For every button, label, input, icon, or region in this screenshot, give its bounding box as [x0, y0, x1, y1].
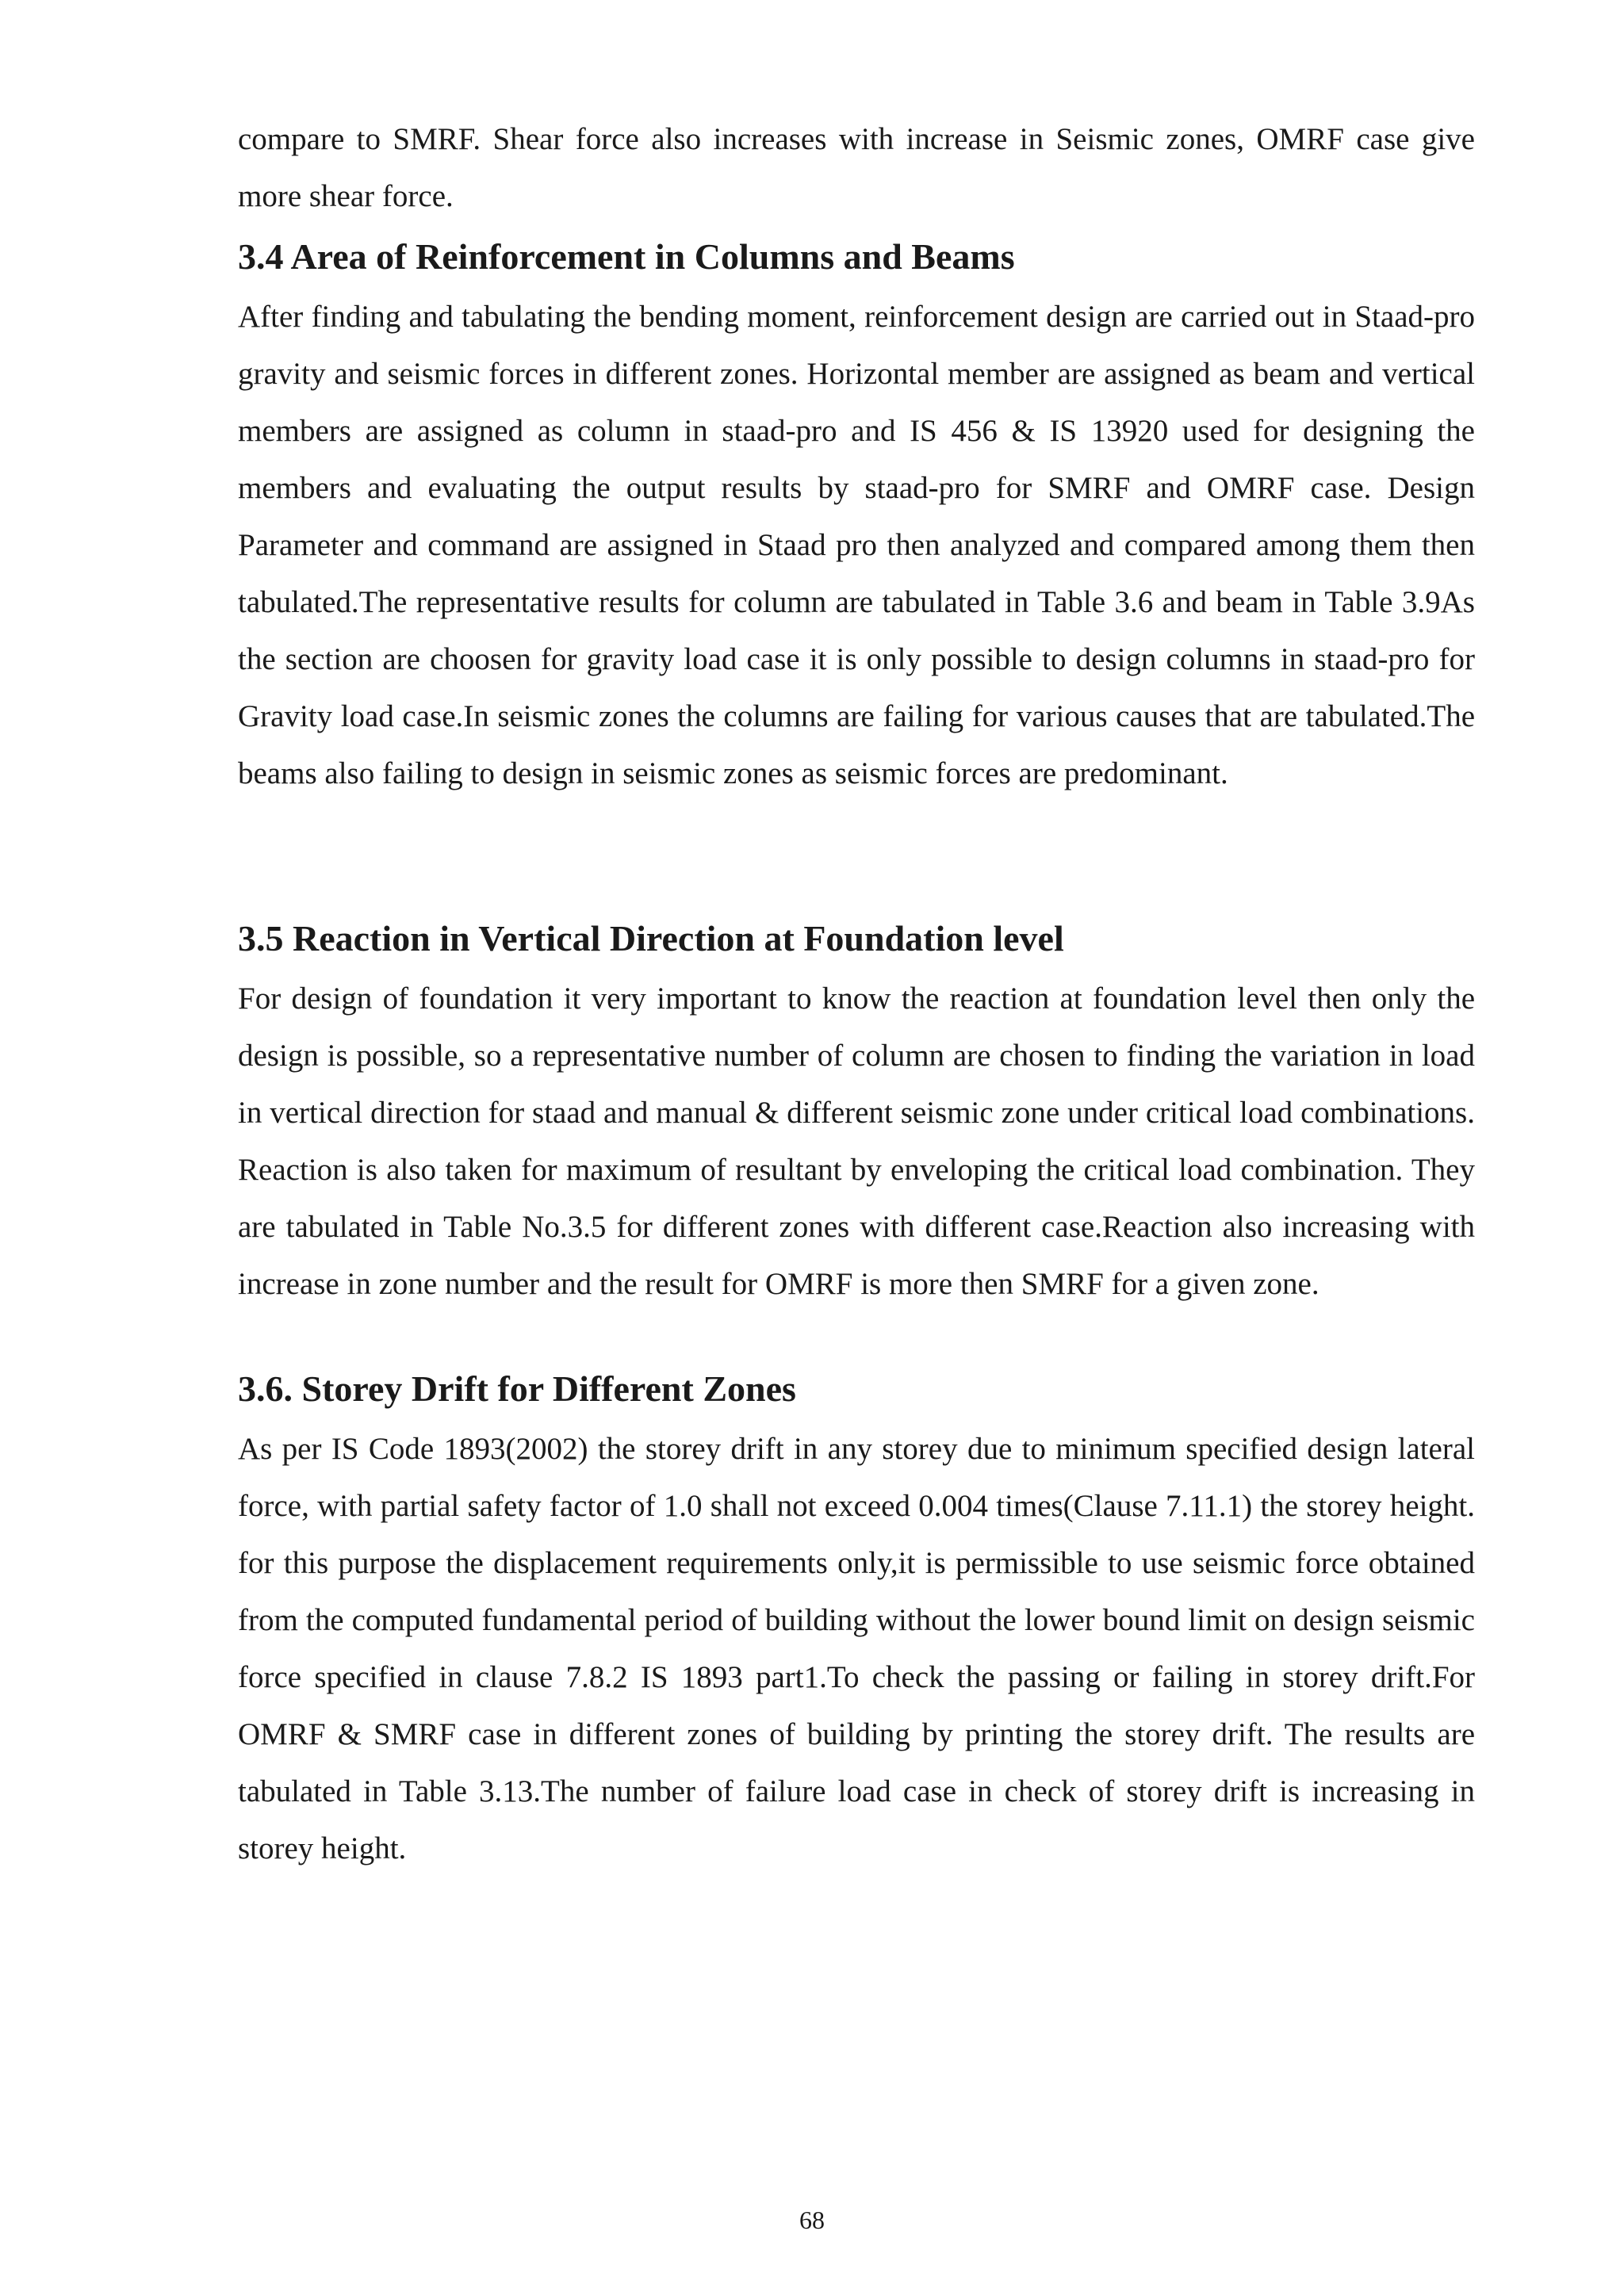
section-3-6-heading: 3.6. Storey Drift for Different Zones — [238, 1368, 796, 1409]
section-3-5-body: For design of foundation it very important to know the reaction at foundation level then only the design is possible, so a representative number of column are chosen to finding the variation in load in vertical direction for staad and manual & different seismic zone under critical load combinations. Reaction is also taken for maximum of resultant by enveloping the critical load combination. They are tabulated in Table No.3.5 for different zones with different case.Reaction also increasing with increase in zone number and the result for OMRF is more then SMRF for a given zone. — [238, 982, 1475, 1301]
section-3-5-heading: 3.5 Reaction in Vertical Direction at Foundation level — [238, 918, 1064, 959]
page-number: 68 — [799, 2206, 825, 2234]
section-3-4-heading: 3.4 Area of Reinforcement in Columns and Beams — [238, 236, 1015, 277]
intro-paragraph: compare to SMRF. Shear force also increases with increase in Seismic zones, OMRF case give more shear force. — [238, 122, 1475, 213]
section-3-6-body: As per IS Code 1893(2002) the storey drift in any storey due to minimum specified design lateral force, with partial safety factor of 1.0 shall not exceed 0.004 times(Clause 7.11.1) the storey height. for this purpose the displacement requirements only,it is permissible to use seismic force obtained from the computed fundamental period of building without the lower bound limit on design seismic force specified in clause 7.8.2 IS 1893 part1.To check the passing or failing in storey drift.For OMRF & SMRF case in different zones of building by printing the storey drift. The results are tabulated in Table 3.13.The number of failure load case in check of storey drift is increasing in storey height. — [238, 1432, 1475, 1866]
document-page — [238, 111, 1475, 1877]
section-3-4-body: After finding and tabulating the bending moment, reinforcement design are carried out in Staad-pro gravity and seismic forces in different zones. Horizontal member are assigned as beam and vertical members are assigned as column in staad-pro and IS 456 & IS 13920 used for designing the members and evaluating the output results by staad-pro for SMRF and OMRF case. Design Parameter and command are assigned in Staad pro then analyzed and compared among them then tabulated.The representative results for column are tabulated in Table 3.6 and beam in Table 3.9As the section are choosen for gravity load case it is only possible to design columns in staad-pro for Gravity load case.In seismic zones the columns are failing for various causes that are tabulated.The beams also failing to design in seismic zones as seismic forces are predominant. — [238, 300, 1475, 790]
